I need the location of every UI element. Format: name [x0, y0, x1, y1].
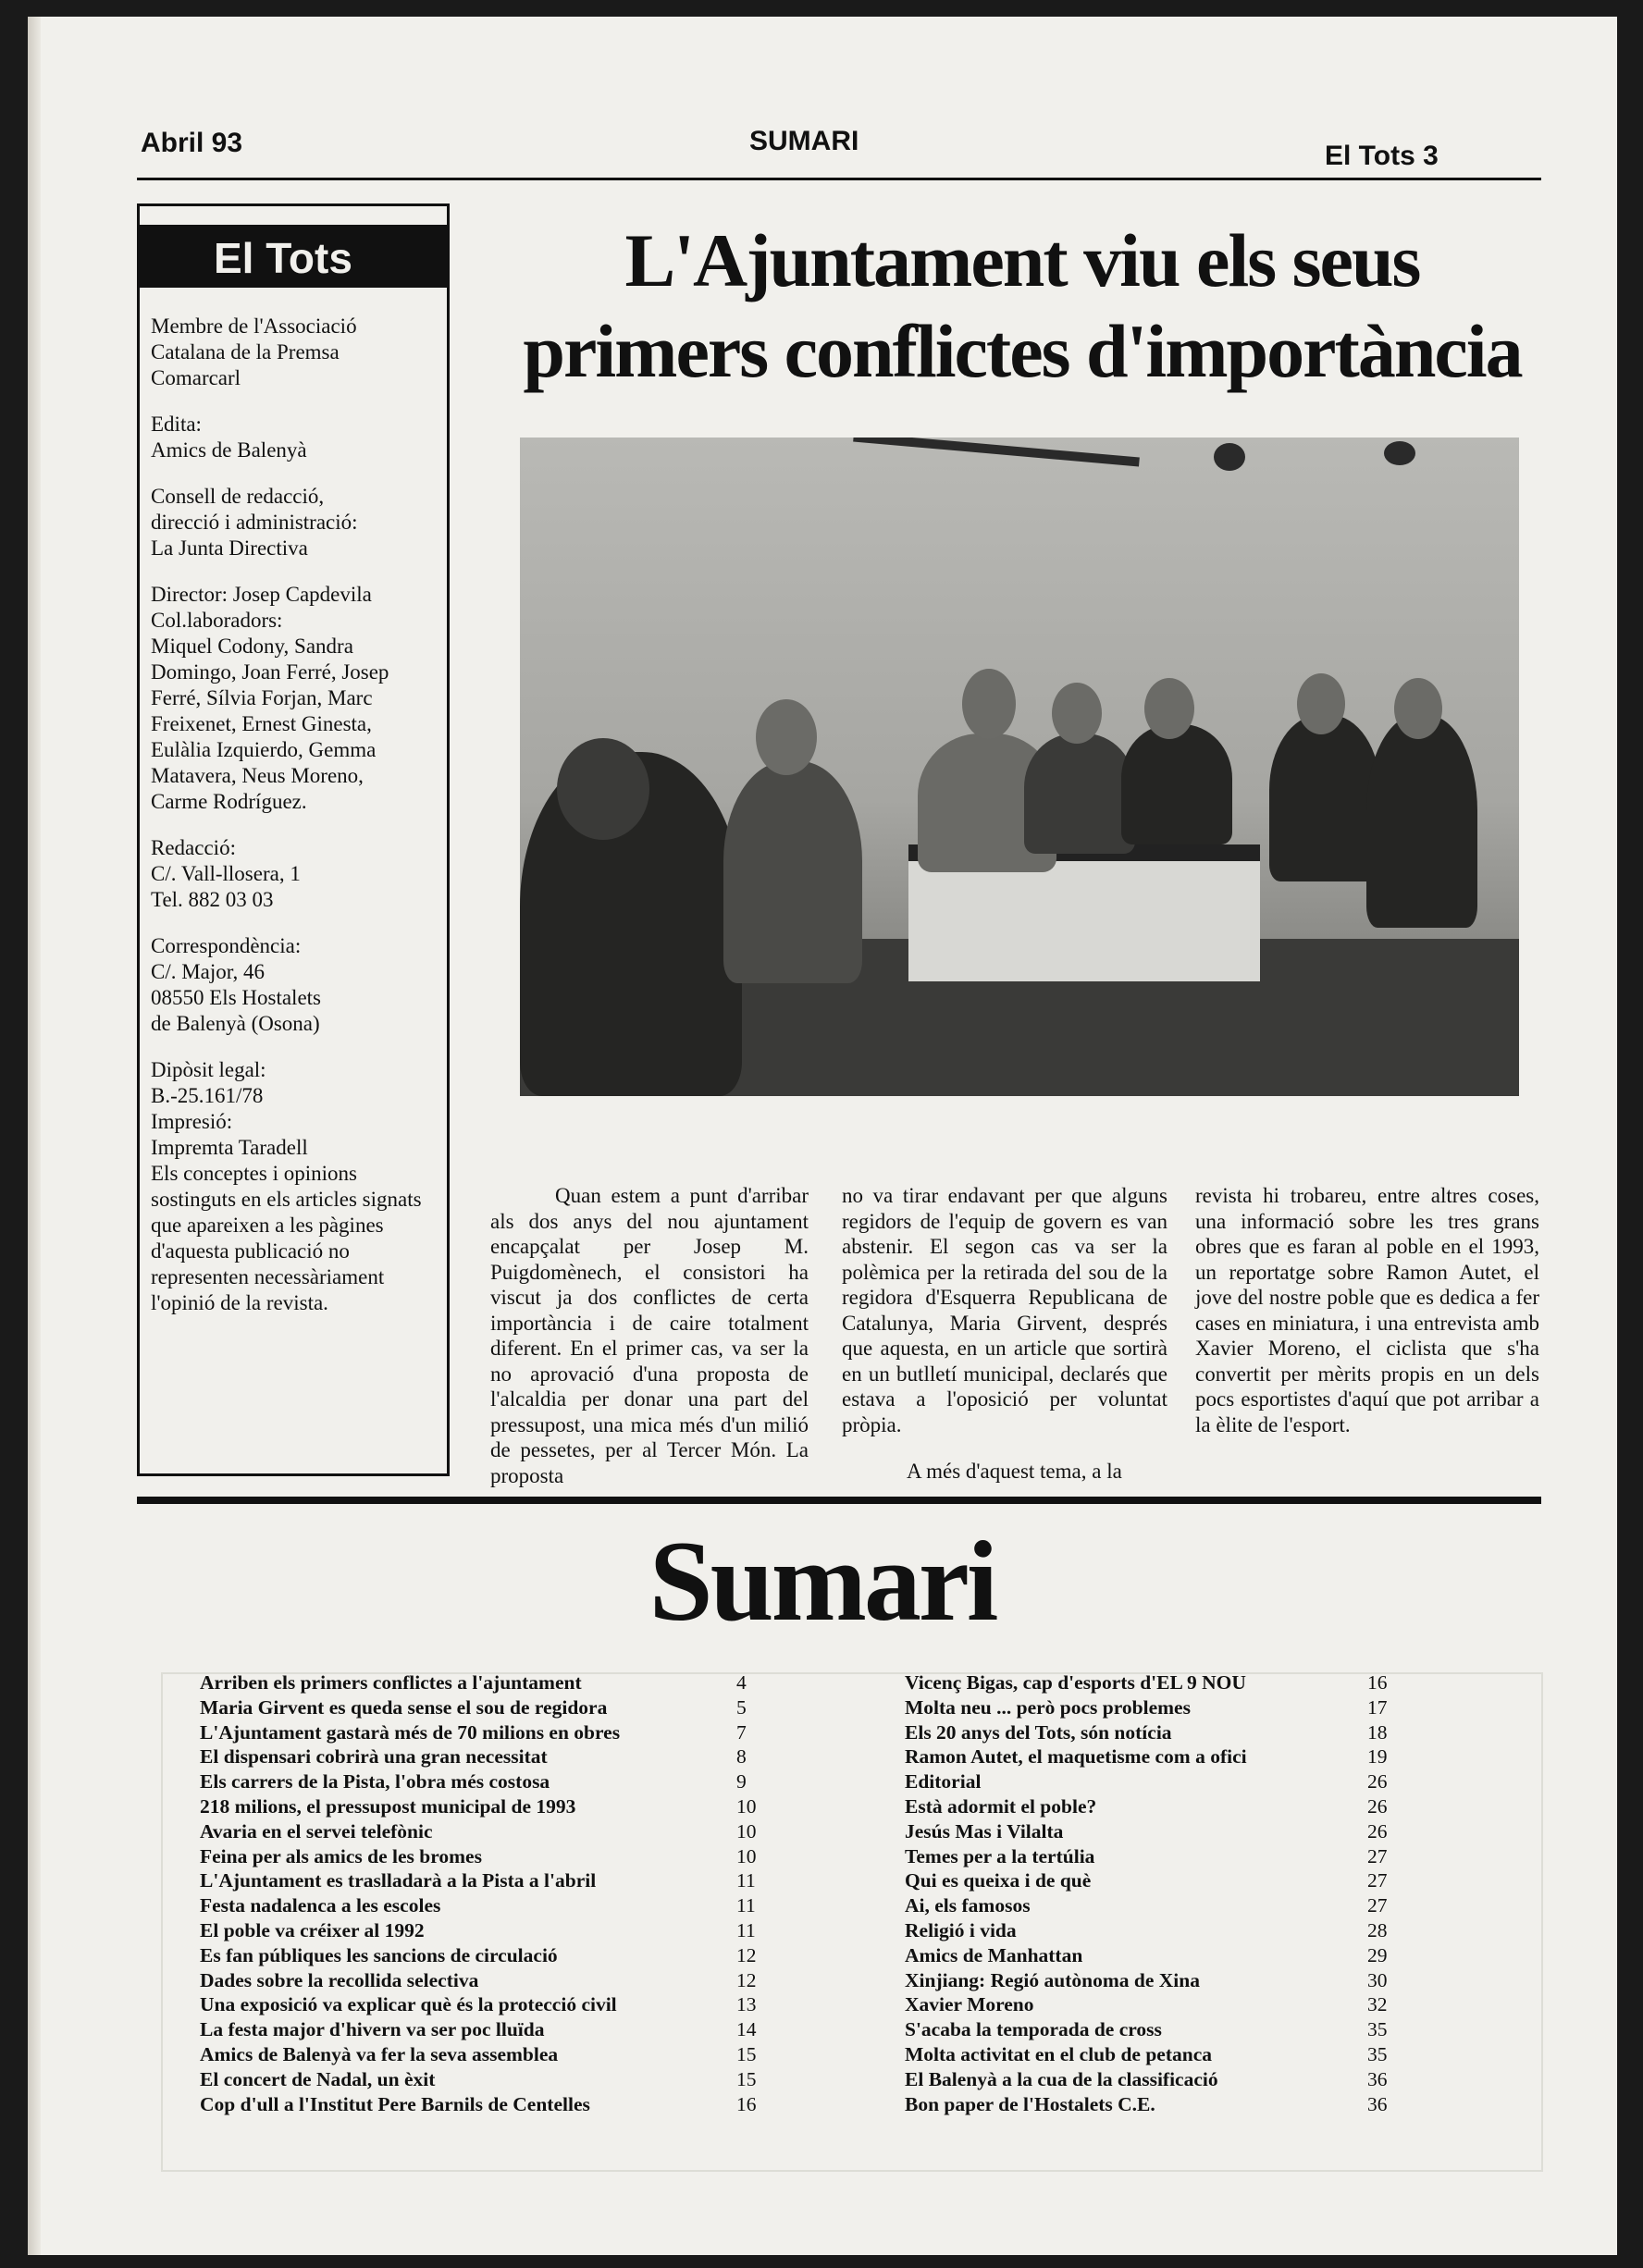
article-column-3 — [1195, 1162, 1539, 1459]
toc-entry-title: Amics de Manhattan — [905, 1943, 1083, 1966]
toc-left-column — [200, 1670, 773, 2116]
toc-entry-title: Maria Girvent es queda sense el sou de regidora — [200, 1695, 608, 1719]
masthead-line: sostinguts en els articles signats — [151, 1188, 422, 1211]
toc-entry-title: Qui es queixa i de què — [905, 1869, 1092, 1892]
toc-entry — [200, 2042, 773, 2067]
masthead-line: Dipòsit legal: — [151, 1058, 266, 1081]
toc-entry-title: Xavier Moreno — [905, 1993, 1034, 2016]
toc-entry-title: L'Ajuntament es traslladarà a la Pista a l'abril — [200, 1869, 597, 1892]
magazine-page — [28, 17, 1617, 2255]
masthead-line: Domingo, Joan Ferré, Josep — [151, 660, 389, 684]
masthead-line: Freixenet, Ernest Ginesta, — [151, 712, 372, 735]
toc-entry-page: 18 — [1367, 1720, 1388, 1744]
toc-entry-page: 19 — [1367, 1745, 1388, 1769]
toc-entry-page: 15 — [736, 2067, 757, 2090]
masthead-line: direcció i administració: — [151, 511, 358, 534]
article-headline — [490, 216, 1554, 397]
toc-entry-page: 12 — [736, 1943, 757, 1966]
toc-entry — [905, 2067, 1404, 2092]
toc-entry — [200, 1695, 773, 1720]
toc-entry-page: 32 — [1367, 1993, 1388, 2016]
toc-entry — [200, 1968, 773, 1993]
article-text-col2-continued: A més d'aquest tema, a la — [907, 1460, 1122, 1483]
masthead-line: representen necessàriament — [151, 1265, 385, 1288]
toc-entry — [905, 1819, 1404, 1844]
toc-entry — [905, 2092, 1404, 2117]
toc-entry-title: El dispensari cobrirà una gran necessitat — [200, 1745, 548, 1769]
masthead-line: d'aquesta publicació no — [151, 1239, 350, 1263]
toc-entry-title: 218 milions, el pressupost municipal de 1993 — [200, 1794, 576, 1818]
toc-entry-page: 27 — [1367, 1894, 1388, 1917]
masthead-line: Membre de l'Associació — [151, 314, 357, 338]
toc-entry-page: 14 — [736, 2018, 757, 2041]
masthead-line: Comarcarl — [151, 366, 241, 389]
toc-entry — [905, 1943, 1404, 1968]
toc-entry-title: Dades sobre la recollida selectiva — [200, 1968, 479, 1991]
toc-entry-title: Amics de Balenyà va fer la seva assemblea — [200, 2042, 559, 2065]
toc-entry-page: 26 — [1367, 1770, 1388, 1793]
toc-entry-page: 11 — [736, 1869, 756, 1892]
toc-entry — [905, 1918, 1404, 1943]
toc-entry-title: Ai, els famosos — [905, 1894, 1031, 1917]
masthead-line: Edita: — [151, 413, 202, 436]
toc-entry — [905, 2042, 1404, 2067]
article-column-1 — [490, 1162, 809, 1510]
toc-entry-page: 27 — [1367, 1844, 1388, 1867]
council-meeting-photo — [520, 438, 1519, 1096]
masthead-group — [151, 1057, 438, 1316]
toc-entry-title: Molta activitat en el club de petanca — [905, 2042, 1213, 2065]
toc-entry — [200, 1769, 773, 1794]
toc-entry — [905, 1720, 1404, 1745]
headline-line-2: primers conflictes d'importància — [523, 309, 1522, 393]
toc-entry-title: Feina per als amics de les bromes — [200, 1844, 482, 1867]
toc-entry — [905, 1844, 1404, 1869]
masthead-line: Carme Rodríguez. — [151, 790, 307, 813]
toc-right-column — [905, 1670, 1404, 2116]
toc-entry-page: 26 — [1367, 1819, 1388, 1843]
toc-entry — [200, 1943, 773, 1968]
toc-entry-title: El poble va créixer al 1992 — [200, 1918, 425, 1941]
toc-entry-page: 27 — [1367, 1869, 1388, 1892]
toc-entry — [905, 1695, 1404, 1720]
toc-entry-page: 17 — [1367, 1695, 1388, 1719]
masthead-group — [151, 484, 438, 561]
masthead-group — [151, 412, 438, 463]
toc-entry-page: 35 — [1367, 2042, 1388, 2065]
toc-entry-page: 16 — [736, 2092, 757, 2115]
toc-entry-page: 11 — [736, 1894, 756, 1917]
masthead-line: Impresió: — [151, 1110, 233, 1133]
toc-entry — [200, 1893, 773, 1918]
toc-entry — [905, 1744, 1404, 1769]
article-column-2 — [842, 1162, 1167, 1506]
masthead-line: Director: Josep Capdevila — [151, 583, 372, 606]
header-page-number: El Tots 3 — [1325, 141, 1439, 171]
masthead-line: Miquel Codony, Sandra — [151, 635, 353, 658]
toc-entry-title: S'acaba la temporada de cross — [905, 2018, 1162, 2041]
toc-entry — [200, 1744, 773, 1769]
header-rule — [137, 178, 1541, 180]
toc-entry — [905, 1670, 1404, 1695]
toc-entry-title: Festa nadalenca a les escoles — [200, 1894, 441, 1917]
toc-entry-page: 10 — [736, 1844, 757, 1867]
masthead-box — [137, 203, 450, 1476]
toc-entry-page: 13 — [736, 1993, 757, 2016]
page-spine — [28, 17, 41, 2255]
header-date: Abril 93 — [141, 128, 243, 158]
toc-entry-title: Els 20 anys del Tots, són notícia — [905, 1720, 1172, 1744]
toc-entry-page: 35 — [1367, 2018, 1388, 2041]
toc-entry-title: Jesús Mas i Vilalta — [905, 1819, 1064, 1843]
toc-entry-page: 10 — [736, 1794, 757, 1818]
toc-entry-page: 36 — [1367, 2067, 1388, 2090]
toc-entry-page: 11 — [736, 1918, 756, 1941]
masthead-group — [151, 314, 438, 391]
masthead-line: Redacció: — [151, 836, 236, 859]
toc-entry — [200, 1868, 773, 1893]
masthead-line: Correspondència: — [151, 934, 302, 957]
masthead-line: Catalana de la Premsa — [151, 340, 340, 364]
toc-entry — [200, 1819, 773, 1844]
masthead-line: Amics de Balenyà — [151, 438, 307, 462]
toc-entry-page: 10 — [736, 1819, 757, 1843]
toc-entry-title: Avaria en el servei telefònic — [200, 1819, 433, 1843]
toc-entry-page: 15 — [736, 2042, 757, 2065]
masthead-credits — [140, 288, 447, 1316]
toc-entry — [200, 1670, 773, 1695]
toc-entry-title: Una exposició va explicar què és la protecció civil — [200, 1993, 617, 2016]
sumari-title: Sumari — [649, 1518, 996, 1645]
toc-entry-title: Arriben els primers conflictes a l'ajuntament — [200, 1671, 582, 1694]
article-text-col1: Quan estem a punt d'arribar als dos anys del nou ajuntament encapçalat per Josep M. Puigdomènech, el consistori ha viscut ja dos conflictes de certa importància i de caire totalment diferent. En el primer cas, va ser la no aprovació d'una proposta de l'alcaldia per donar una part del pressupost, una mica més d'un milió de pessetes, per al Tercer Món. La proposta — [490, 1184, 809, 1487]
masthead-line: Eulàlia Izquierdo, Gemma — [151, 738, 377, 761]
toc-entry — [200, 1992, 773, 2017]
toc-entry — [200, 1720, 773, 1745]
masthead-line: Consell de redacció, — [151, 485, 325, 508]
toc-entry-title: Molta neu ... però pocs problemes — [905, 1695, 1191, 1719]
masthead-line: que apareixen a les pàgines — [151, 1214, 384, 1237]
toc-entry-title: Editorial — [905, 1770, 982, 1793]
toc-entry-page: 9 — [736, 1770, 747, 1793]
toc-entry-title: Ramon Autet, el maquetisme com a ofici — [905, 1745, 1247, 1769]
toc-entry-title: Bon paper de l'Hostalets C.E. — [905, 2092, 1155, 2115]
toc-entry — [905, 2017, 1404, 2042]
masthead-line: B.-25.161/78 — [151, 1084, 264, 1107]
masthead-line: de Balenyà (Osona) — [151, 1012, 320, 1035]
masthead-group — [151, 835, 438, 913]
toc-entry — [200, 2017, 773, 2042]
toc-entry — [905, 1992, 1404, 2017]
toc-entry-title: Religió i vida — [905, 1918, 1017, 1941]
toc-entry-page: 7 — [736, 1720, 747, 1744]
masthead-line: C/. Vall-llosera, 1 — [151, 862, 301, 885]
toc-entry — [200, 1794, 773, 1819]
toc-entry-page: 36 — [1367, 2092, 1388, 2115]
toc-entry-page: 29 — [1367, 1943, 1388, 1966]
toc-entry-page: 16 — [1367, 1671, 1388, 1694]
header-section: SUMARI — [749, 126, 859, 156]
toc-entry-title: El Balenyà a la cua de la classificació — [905, 2067, 1218, 2090]
toc-entry — [905, 1968, 1404, 1993]
masthead-group — [151, 933, 438, 1037]
masthead-line: Els conceptes i opinions — [151, 1162, 357, 1185]
toc-entry-title: La festa major d'hivern va ser poc lluïda — [200, 2018, 545, 2041]
toc-entry-page: 26 — [1367, 1794, 1388, 1818]
toc-entry-title: Està adormit el poble? — [905, 1794, 1097, 1818]
toc-entry-page: 30 — [1367, 1968, 1388, 1991]
masthead-line: Tel. 882 03 03 — [151, 888, 274, 911]
masthead-line: Col.laboradors: — [151, 609, 283, 632]
toc-entry — [905, 1893, 1404, 1918]
toc-entry-page: 28 — [1367, 1918, 1388, 1941]
toc-entry-page: 12 — [736, 1968, 757, 1991]
masthead-line: l'opinió de la revista. — [151, 1291, 328, 1314]
toc-entry-title: Es fan públiques les sancions de circulació — [200, 1943, 558, 1966]
masthead-line: C/. Major, 46 — [151, 960, 266, 983]
toc-entry-title: Temes per a la tertúlia — [905, 1844, 1095, 1867]
toc-entry — [905, 1769, 1404, 1794]
masthead-line: Matavera, Neus Moreno, — [151, 764, 364, 787]
masthead-title: El Tots — [140, 225, 447, 288]
masthead-group — [151, 582, 438, 815]
masthead-line: Ferré, Sílvia Forjan, Marc — [151, 686, 373, 709]
article-text-col3: revista hi trobareu, entre altres coses, una informació sobre les tres grans obres que es faran al poble en el 1993, un reportatge sobre Ramon Autet, el jove del nostre poble que es dedica a fer cases en miniatura, i una entrevista amb Xavier Moreno, el ciclista que s'ha convertit per mèrits propis en un dels pocs esportistes d'aquí que pot arribar a la èlite de l'esport. — [1195, 1184, 1539, 1436]
masthead-line: La Junta Directiva — [151, 536, 308, 560]
toc-entry — [200, 2092, 773, 2117]
toc-entry — [200, 1844, 773, 1869]
toc-entry-title: L'Ajuntament gastarà més de 70 milions en obres — [200, 1720, 621, 1744]
article-text-col2: no va tirar endavant per que alguns regidors de l'equip de govern es van abstenir. El segon cas va ser la polèmica per la retirada del sou de la regidora d'Esquerra Republicana de Catalunya, Maria Girvent, després que aquesta, en un article que sortirà en un butlletí municipal, declarés que estava a l'oposició per voluntat pròpia. — [842, 1184, 1167, 1436]
toc-entry-title: Els carrers de la Pista, l'obra més costosa — [200, 1770, 550, 1793]
section-divider — [137, 1497, 1541, 1504]
toc-entry-title: El concert de Nadal, un èxit — [200, 2067, 436, 2090]
toc-entry-page: 4 — [736, 1671, 747, 1694]
toc-entry — [905, 1794, 1404, 1819]
headline-line-1: L'Ajuntament viu els seus — [624, 218, 1420, 302]
toc-entry — [200, 1918, 773, 1943]
toc-entry — [200, 2067, 773, 2092]
toc-entry-title: Xinjiang: Regió autònoma de Xina — [905, 1968, 1200, 1991]
masthead-line: 08550 Els Hostalets — [151, 986, 321, 1009]
toc-entry-title: Vicenç Bigas, cap d'esports d'EL 9 NOU — [905, 1671, 1246, 1694]
toc-entry — [905, 1868, 1404, 1893]
toc-entry-title: Cop d'ull a l'Institut Pere Barnils de Centelles — [200, 2092, 590, 2115]
toc-entry-page: 5 — [736, 1695, 747, 1719]
toc-entry-page: 8 — [736, 1745, 747, 1769]
masthead-line: Impremta Taradell — [151, 1136, 308, 1159]
